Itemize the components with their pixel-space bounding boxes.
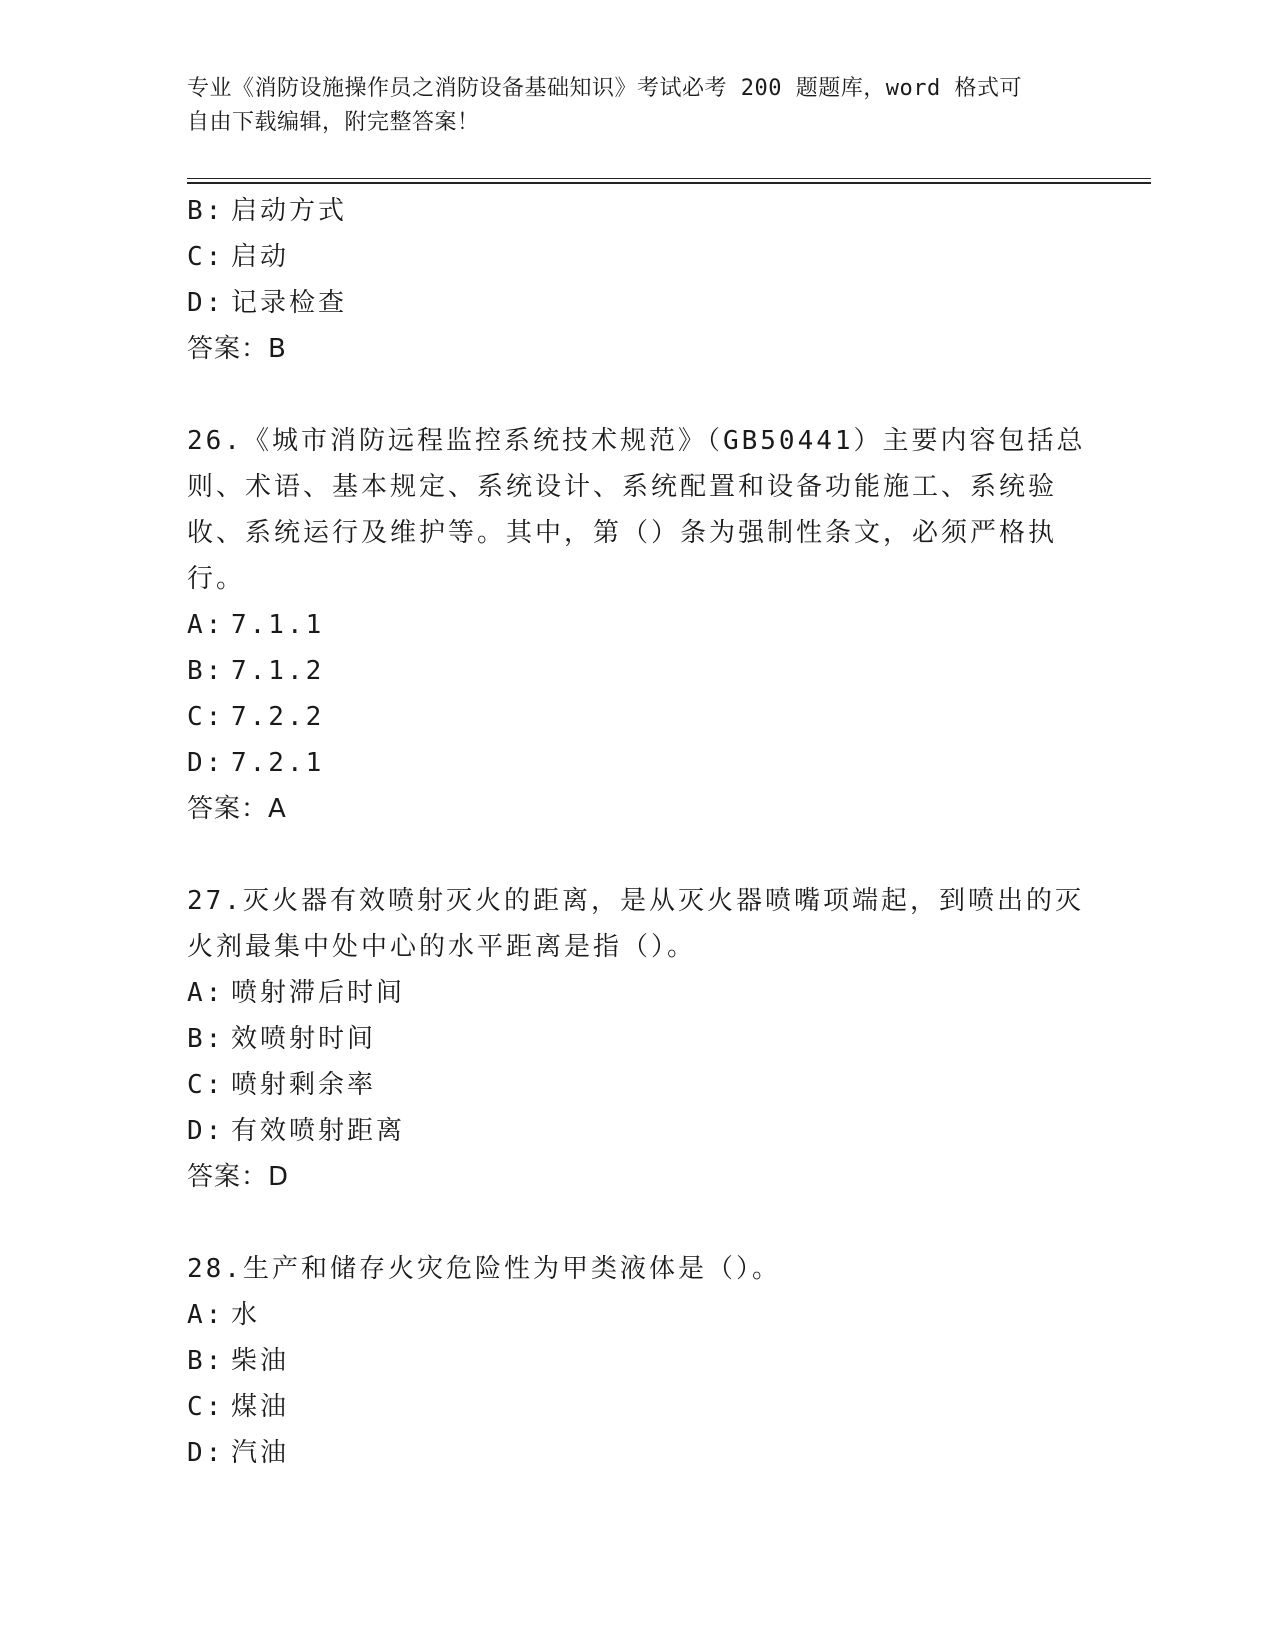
option-label: A:	[187, 978, 225, 1008]
option-label: C:	[187, 1070, 225, 1100]
question-text-line: 收、系统运行及维护等。其中，第（）条为强制性条文，必须严格执	[187, 518, 1058, 548]
option-d	[187, 280, 1087, 326]
header-line-2: 自由下载编辑，附完整答案！	[187, 110, 480, 135]
option-label: D:	[187, 288, 225, 318]
question-text-line: 则、术语、基本规定、系统设计、系统配置和设备功能施工、系统验	[187, 472, 1058, 502]
option-text: 7.1.2	[231, 656, 325, 686]
option-a	[187, 970, 1087, 1016]
option-label: A:	[187, 610, 225, 640]
header-line-1: 专业《消防设施操作员之消防设备基础知识》考试必考 200 题题库，word 格式可	[187, 76, 1022, 101]
option-text: 柴油	[231, 1346, 290, 1376]
option-d	[187, 1430, 1087, 1476]
option-label: B:	[187, 1024, 225, 1054]
question-27	[187, 878, 1087, 1200]
option-text: 记录检查	[231, 288, 348, 318]
question-text-line: 26.《城市消防远程监控系统技术规范》（GB50441）主要内容包括总	[187, 426, 1086, 456]
question-26	[187, 418, 1087, 832]
option-text: 喷射剩余率	[231, 1070, 377, 1100]
option-b	[187, 1338, 1087, 1384]
option-text: 7.2.1	[231, 748, 325, 778]
option-label: D:	[187, 748, 225, 778]
question-28	[187, 1246, 1087, 1476]
option-label: C:	[187, 702, 225, 732]
option-label: B:	[187, 196, 225, 226]
option-b	[187, 648, 1087, 694]
option-text: 7.2.2	[231, 702, 325, 732]
option-d	[187, 740, 1087, 786]
document-header	[187, 72, 1067, 140]
option-text: 7.1.1	[231, 610, 325, 640]
option-label: B:	[187, 1346, 225, 1376]
option-label: C:	[187, 1392, 225, 1422]
option-label: B:	[187, 656, 225, 686]
question-text-line: 28.生产和储存火灾危险性为甲类液体是（）。	[187, 1254, 781, 1284]
option-b	[187, 188, 1087, 234]
answer-line: 答案：B	[187, 334, 287, 364]
question-25-continuation	[187, 188, 1087, 372]
option-text: 煤油	[231, 1392, 290, 1422]
question-text-line: 行。	[187, 564, 246, 594]
option-text: 水	[231, 1300, 261, 1330]
question-text-line: 火剂最集中处中心的水平距离是指（）。	[187, 932, 697, 962]
option-label: A:	[187, 1300, 225, 1330]
option-b	[187, 1016, 1087, 1062]
option-text: 喷射滞后时间	[231, 978, 406, 1008]
option-c	[187, 1384, 1087, 1430]
header-divider-thick	[187, 182, 1151, 184]
option-label: D:	[187, 1438, 225, 1468]
question-text-line: 27.灭火器有效喷射灭火的距离，是从灭火器喷嘴项端起，到喷出的灭	[187, 886, 1084, 916]
option-c	[187, 694, 1087, 740]
answer-line: 答案：A	[187, 794, 287, 824]
answer-line: 答案：D	[187, 1162, 290, 1192]
option-text: 汽油	[231, 1438, 290, 1468]
option-a	[187, 1292, 1087, 1338]
option-label: C:	[187, 242, 225, 272]
document-body	[187, 188, 1087, 1476]
option-text: 启动方式	[231, 196, 348, 226]
option-a	[187, 602, 1087, 648]
option-c	[187, 234, 1087, 280]
option-d	[187, 1108, 1087, 1154]
header-divider-thin	[187, 178, 1151, 179]
option-text: 有效喷射距离	[231, 1116, 406, 1146]
option-c	[187, 1062, 1087, 1108]
option-text: 启动	[231, 242, 290, 272]
option-text: 效喷射时间	[231, 1024, 377, 1054]
option-label: D:	[187, 1116, 225, 1146]
